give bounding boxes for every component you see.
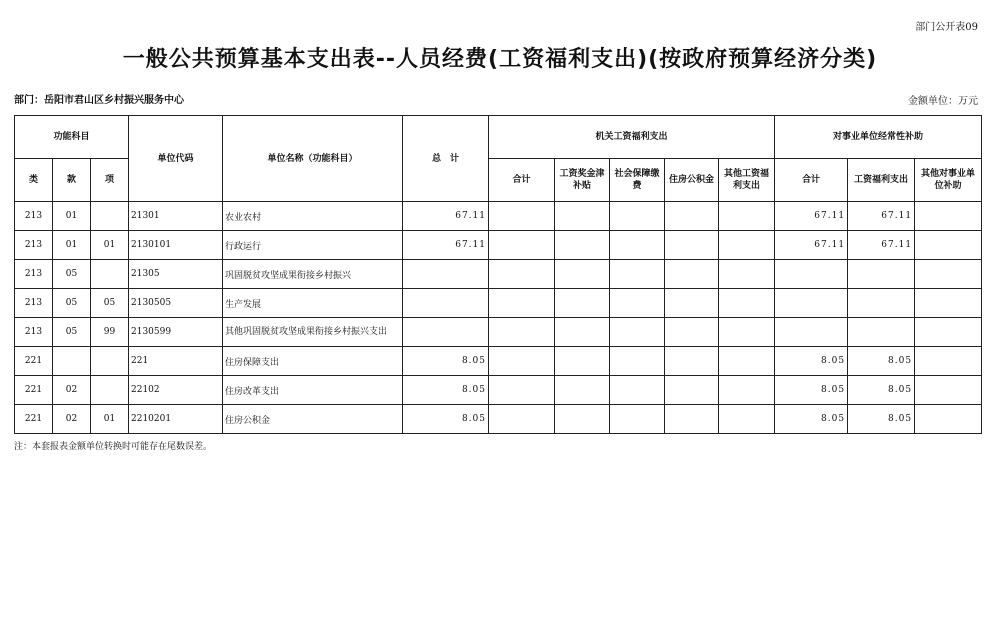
cell-kuan: 01 [53, 231, 91, 260]
cell-total: 8.05 [403, 347, 489, 376]
table-row [15, 231, 982, 260]
cell-kuan [53, 347, 91, 376]
cell-org-salary [555, 289, 610, 318]
cell-org-subtotal [489, 260, 555, 289]
header-lei: 类 [15, 159, 53, 202]
department-label: 部门：岳阳市君山区乡村振兴服务中心 [14, 95, 184, 106]
cell-pub-other [915, 231, 982, 260]
cell-lei: 221 [15, 376, 53, 405]
cell-lei: 213 [15, 260, 53, 289]
header-org-group: 机关工资福利支出 [489, 116, 775, 159]
cell-org-other [719, 260, 775, 289]
cell-org-other [719, 405, 775, 434]
cell-xiang: 99 [91, 318, 129, 347]
cell-org-other [719, 376, 775, 405]
cell-org-subtotal [489, 347, 555, 376]
cell-org-social [610, 347, 665, 376]
cell-pub-subtotal: 67.11 [775, 231, 848, 260]
table-row [15, 202, 982, 231]
cell-org-salary [555, 318, 610, 347]
table-row [15, 405, 982, 434]
cell-pub-subtotal: 8.05 [775, 347, 848, 376]
cell-org-housing [665, 289, 719, 318]
header-unit-name: 单位名称（功能科目） [223, 116, 403, 202]
cell-pub-salary [848, 260, 915, 289]
table-row [15, 318, 982, 347]
cell-kuan: 01 [53, 202, 91, 231]
cell-xiang: 05 [91, 289, 129, 318]
header-org-salary: 工资奖金津补贴 [555, 159, 610, 202]
cell-org-other [719, 202, 775, 231]
cell-code: 221 [129, 347, 223, 376]
cell-pub-other [915, 202, 982, 231]
cell-kuan: 05 [53, 318, 91, 347]
cell-org-housing [665, 202, 719, 231]
cell-pub-salary [848, 289, 915, 318]
cell-pub-other [915, 289, 982, 318]
footnote: 注：本套报表金额单位转换时可能存在尾数误差。 [14, 442, 213, 452]
table-row [15, 289, 982, 318]
table-row [15, 260, 982, 289]
cell-org-other [719, 289, 775, 318]
cell-code: 2210201 [129, 405, 223, 434]
cell-lei: 221 [15, 405, 53, 434]
header-total: 总 计 [403, 116, 489, 202]
cell-kuan: 05 [53, 289, 91, 318]
cell-pub-subtotal [775, 260, 848, 289]
header-unit-code: 单位代码 [129, 116, 223, 202]
header-org-other: 其他工资福利支出 [719, 159, 775, 202]
cell-pub-salary: 67.11 [848, 231, 915, 260]
cell-org-subtotal [489, 318, 555, 347]
cell-org-social [610, 376, 665, 405]
cell-lei: 213 [15, 318, 53, 347]
cell-org-housing [665, 231, 719, 260]
cell-org-subtotal [489, 405, 555, 434]
header-xiang: 项 [91, 159, 129, 202]
cell-name: 行政运行 [223, 231, 403, 260]
cell-org-salary [555, 405, 610, 434]
cell-org-housing [665, 318, 719, 347]
cell-pub-other [915, 405, 982, 434]
page-title: 一般公共预算基本支出表--人员经费(工资福利支出)(按政府预算经济分类) [122, 47, 878, 72]
header-org-subtotal: 合计 [489, 159, 555, 202]
cell-pub-salary: 67.11 [848, 202, 915, 231]
cell-org-social [610, 260, 665, 289]
cell-code: 21301 [129, 202, 223, 231]
header-org-social: 社会保障缴费 [610, 159, 665, 202]
form-id: 部门公开表09 [915, 22, 978, 33]
cell-pub-salary: 8.05 [848, 376, 915, 405]
cell-lei: 213 [15, 202, 53, 231]
cell-org-other [719, 231, 775, 260]
cell-pub-salary [848, 318, 915, 347]
header-pub-other: 其他对事业单位补助 [915, 159, 982, 202]
cell-name: 巩固脱贫攻坚成果衔接乡村振兴 [223, 260, 403, 289]
cell-pub-other [915, 376, 982, 405]
cell-org-subtotal [489, 202, 555, 231]
cell-name: 住房保障支出 [223, 347, 403, 376]
budget-table [14, 115, 982, 434]
cell-total [403, 289, 489, 318]
cell-code: 21305 [129, 260, 223, 289]
cell-code: 2130505 [129, 289, 223, 318]
cell-lei: 213 [15, 289, 53, 318]
cell-xiang: 01 [91, 405, 129, 434]
cell-xiang [91, 347, 129, 376]
cell-org-other [719, 318, 775, 347]
cell-pub-other [915, 347, 982, 376]
cell-org-subtotal [489, 376, 555, 405]
cell-org-social [610, 231, 665, 260]
cell-pub-salary: 8.05 [848, 347, 915, 376]
cell-xiang [91, 376, 129, 405]
cell-name: 生产发展 [223, 289, 403, 318]
table-row [15, 376, 982, 405]
cell-org-social [610, 289, 665, 318]
header-pub-salary: 工资福利支出 [848, 159, 915, 202]
cell-lei: 213 [15, 231, 53, 260]
cell-pub-subtotal [775, 289, 848, 318]
cell-pub-subtotal: 67.11 [775, 202, 848, 231]
cell-code: 2130101 [129, 231, 223, 260]
header-org-housing: 住房公积金 [665, 159, 719, 202]
header-func-subject: 功能科目 [15, 116, 129, 159]
cell-org-salary [555, 376, 610, 405]
cell-org-housing [665, 376, 719, 405]
cell-total: 67.11 [403, 231, 489, 260]
cell-org-housing [665, 260, 719, 289]
cell-name: 住房改革支出 [223, 376, 403, 405]
cell-org-housing [665, 405, 719, 434]
cell-pub-subtotal: 8.05 [775, 405, 848, 434]
cell-lei: 221 [15, 347, 53, 376]
cell-total [403, 318, 489, 347]
cell-xiang [91, 260, 129, 289]
cell-kuan: 02 [53, 376, 91, 405]
cell-kuan: 05 [53, 260, 91, 289]
cell-xiang: 01 [91, 231, 129, 260]
cell-org-subtotal [489, 231, 555, 260]
cell-total [403, 260, 489, 289]
header-public-group: 对事业单位经常性补助 [775, 116, 982, 159]
cell-total: 8.05 [403, 376, 489, 405]
cell-total: 67.11 [403, 202, 489, 231]
cell-pub-subtotal [775, 318, 848, 347]
cell-org-salary [555, 202, 610, 231]
cell-name: 住房公积金 [223, 405, 403, 434]
cell-org-social [610, 405, 665, 434]
cell-org-social [610, 202, 665, 231]
cell-org-social [610, 318, 665, 347]
cell-code: 22102 [129, 376, 223, 405]
cell-xiang [91, 202, 129, 231]
table-row [15, 347, 982, 376]
cell-pub-salary: 8.05 [848, 405, 915, 434]
cell-pub-other [915, 260, 982, 289]
cell-pub-other [915, 318, 982, 347]
cell-kuan: 02 [53, 405, 91, 434]
cell-pub-subtotal: 8.05 [775, 376, 848, 405]
cell-total: 8.05 [403, 405, 489, 434]
header-pub-subtotal: 合计 [775, 159, 848, 202]
amount-unit-label: 金额单位：万元 [908, 96, 978, 107]
cell-org-housing [665, 347, 719, 376]
cell-org-subtotal [489, 289, 555, 318]
header-kuan: 款 [53, 159, 91, 202]
cell-org-other [719, 347, 775, 376]
cell-org-salary [555, 231, 610, 260]
cell-org-salary [555, 347, 610, 376]
cell-name: 农业农村 [223, 202, 403, 231]
cell-name: 其他巩固脱贫攻坚成果衔接乡村振兴支出 [223, 318, 403, 347]
cell-org-salary [555, 260, 610, 289]
cell-code: 2130599 [129, 318, 223, 347]
